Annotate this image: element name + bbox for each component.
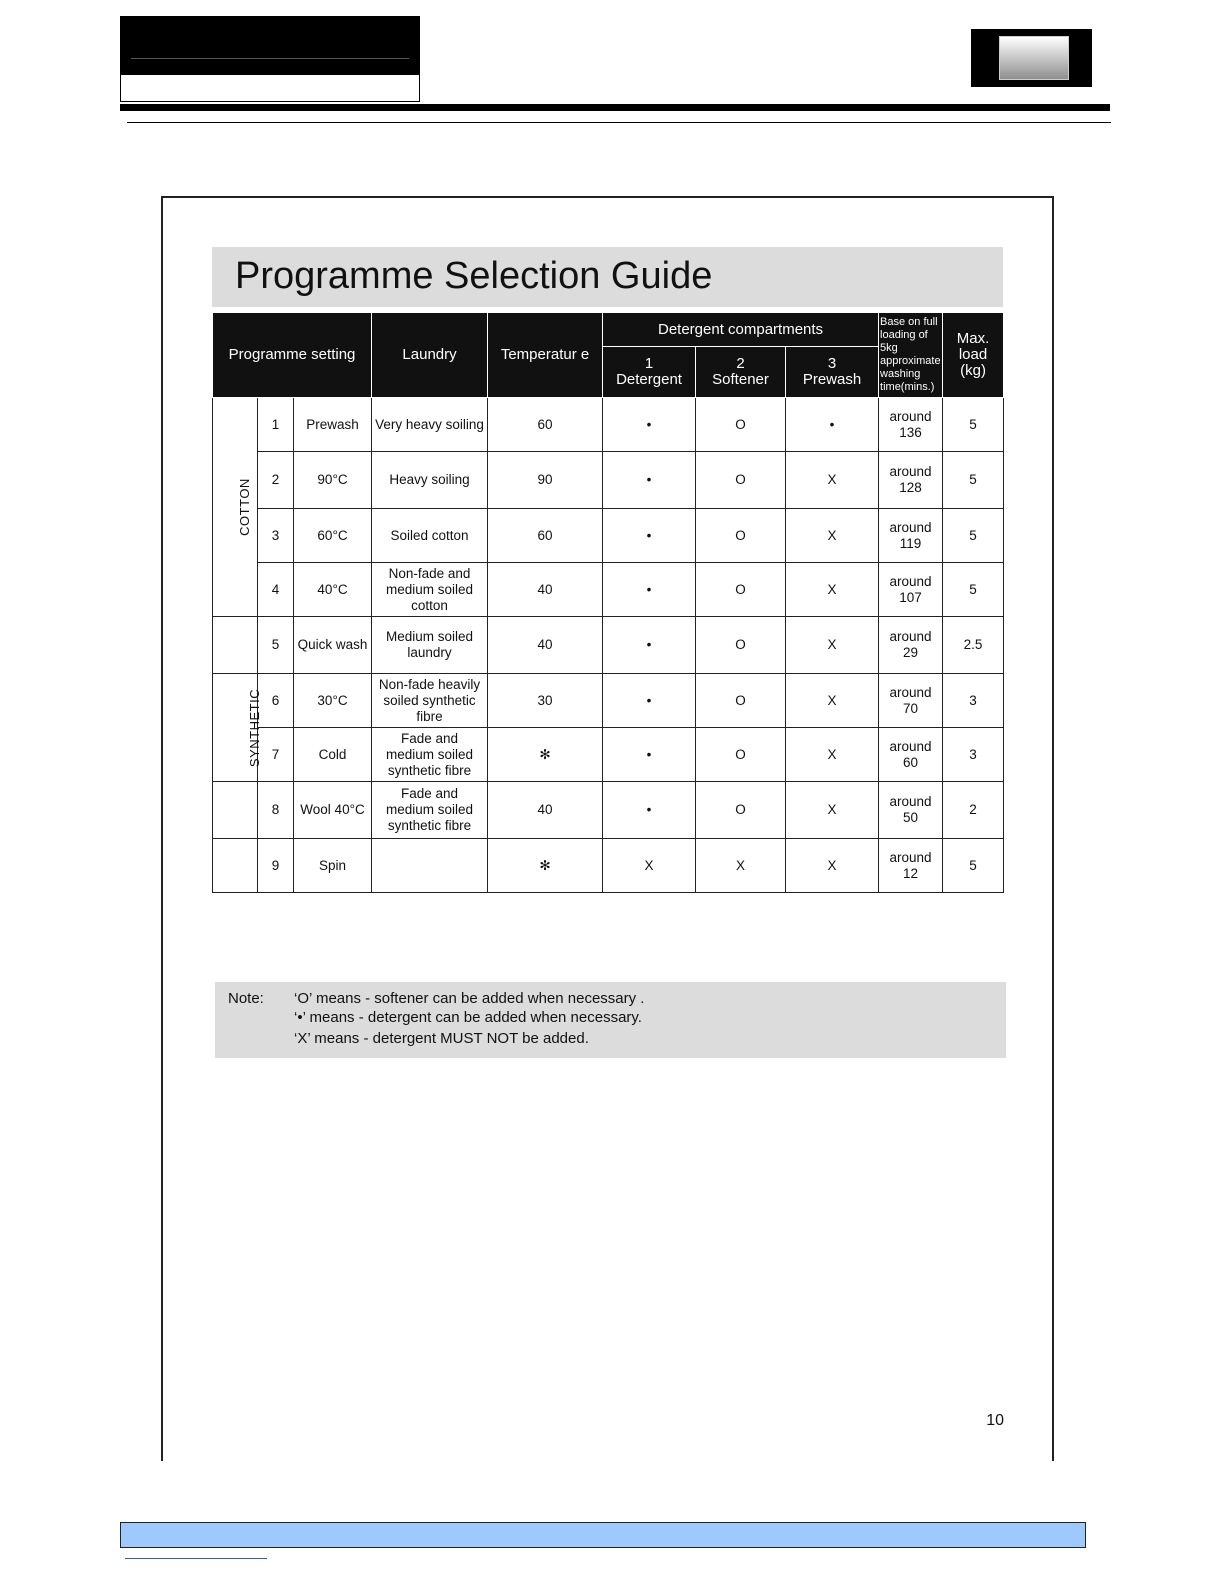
laundry-line: medium soiled: [386, 802, 474, 817]
laundry-line: medium soiled: [386, 746, 474, 762]
laundry-line: Fade and: [401, 730, 459, 746]
header-logo-black-band: [121, 17, 419, 75]
washing-time-cell: [879, 839, 943, 893]
compartment-label: Prewash: [802, 371, 862, 388]
laundry-cell: [372, 674, 488, 728]
washing-time-line: 70: [903, 700, 919, 716]
washing-time-line: 60: [903, 754, 919, 770]
title-band: [212, 247, 1003, 307]
laundry-cell: [372, 782, 488, 839]
programme-number: 2: [258, 452, 294, 509]
temperature-cell: 60: [488, 509, 603, 563]
softener-cell: X: [696, 839, 786, 893]
prewash-cell: •: [786, 398, 879, 452]
table-row: [213, 839, 1004, 893]
laundry-line: Heavy soiling: [389, 472, 470, 487]
laundry-line: laundry: [407, 645, 452, 660]
table-row: [213, 563, 1004, 617]
max-load-cell: 2: [943, 782, 1004, 839]
programme-number: 5: [258, 617, 294, 674]
header-compartment-3: [786, 347, 879, 398]
softener-cell: O: [696, 563, 786, 617]
washing-time-line: 50: [903, 810, 919, 825]
max-load-cell: 5: [943, 563, 1004, 617]
washing-time-line: around: [889, 684, 932, 700]
washing-time-cell: [879, 509, 943, 563]
washing-time-line: 107: [899, 589, 922, 605]
header-base-line: approximate: [880, 355, 941, 367]
compartment-number: 3: [827, 355, 837, 372]
washing-time-line: around: [889, 464, 932, 479]
washing-time-line: 119: [899, 535, 922, 551]
programme-table-body: [213, 398, 1004, 893]
detergent-cell: X: [603, 839, 696, 893]
washing-time-line: 136: [899, 424, 922, 440]
laundry-cell: [372, 563, 488, 617]
temperature-cell: 60: [488, 398, 603, 452]
laundry-cell: [372, 617, 488, 674]
table-row: [213, 728, 1004, 782]
laundry-cell: [372, 509, 488, 563]
note-line: ‘X’ means - detergent MUST NOT be added.: [294, 1030, 589, 1047]
programme-setting: Wool 40°C: [294, 782, 372, 839]
max-load-cell: 5: [943, 398, 1004, 452]
washing-time-cell: [879, 728, 943, 782]
header-base-line: Base on full: [880, 316, 938, 328]
compartment-number: 1: [644, 355, 654, 372]
programme-setting: 90°C: [294, 452, 372, 509]
washing-time-line: 128: [899, 480, 922, 495]
prewash-cell: X: [786, 509, 879, 563]
programme-setting: 60°C: [294, 509, 372, 563]
prewash-cell: X: [786, 782, 879, 839]
header-brand-badge-inner: [999, 36, 1069, 80]
header-brand-badge: [971, 29, 1092, 87]
compartment-number: 2: [736, 355, 745, 372]
category-cell-empty: [213, 782, 258, 839]
table-row: [213, 782, 1004, 839]
programme-table: [212, 312, 1004, 893]
table-row: [213, 509, 1004, 563]
programme-number: 3: [258, 509, 294, 563]
programme-setting: 30°C: [294, 674, 372, 728]
header-base-line: washing: [880, 368, 921, 380]
laundry-line: Non-fade heavily: [378, 676, 481, 692]
category-label: COTTON: [236, 478, 252, 536]
category-cell: [213, 398, 258, 617]
header-base-time: [879, 313, 943, 398]
detergent-cell: •: [603, 398, 696, 452]
laundry-cell: [372, 398, 488, 452]
note-label: Note:: [228, 990, 264, 1007]
temperature-cell: 40: [488, 563, 603, 617]
max-load-cell: 5: [943, 452, 1004, 509]
note-box: [215, 982, 1006, 1058]
max-load-cell: 3: [943, 728, 1004, 782]
header-logo-line: [131, 58, 409, 59]
temperature-cell: 40: [488, 617, 603, 674]
header-max-load: [943, 313, 1004, 398]
detergent-cell: •: [603, 563, 696, 617]
laundry-line: synthetic fibre: [387, 818, 472, 833]
page-title: Programme Selection Guide: [235, 255, 713, 297]
category-cell-empty: [213, 617, 258, 674]
laundry-line: fibre: [416, 708, 443, 724]
temperature-cell: ✻: [488, 728, 603, 782]
header-max-line: load: [958, 346, 988, 363]
softener-cell: O: [696, 398, 786, 452]
laundry-line: synthetic fibre: [387, 762, 472, 778]
footer-link-line: [125, 1558, 267, 1559]
programme-number: 7: [258, 728, 294, 782]
washing-time-cell: [879, 398, 943, 452]
washing-time-line: around: [889, 738, 932, 754]
washing-time-line: 29: [903, 645, 919, 660]
programme-number: 6: [258, 674, 294, 728]
header-rule-thin: [127, 122, 1111, 123]
prewash-cell: X: [786, 839, 879, 893]
prewash-cell: X: [786, 728, 879, 782]
laundry-line: Very heavy soiling: [375, 416, 484, 432]
prewash-cell: X: [786, 452, 879, 509]
washing-time-cell: [879, 782, 943, 839]
max-load-cell: 2.5: [943, 617, 1004, 674]
programme-setting: Cold: [294, 728, 372, 782]
footer-bar: [120, 1522, 1086, 1548]
compartment-label: Detergent: [616, 371, 682, 388]
max-load-cell: 5: [943, 509, 1004, 563]
compartment-label: Softener: [712, 371, 769, 388]
laundry-line: medium soiled: [386, 581, 474, 597]
softener-cell: O: [696, 617, 786, 674]
laundry-cell: [372, 452, 488, 509]
softener-cell: O: [696, 782, 786, 839]
programme-number: 4: [258, 563, 294, 617]
header-max-line: (kg): [960, 362, 986, 379]
detergent-cell: •: [603, 509, 696, 563]
laundry-line: Soiled cotton: [390, 527, 469, 543]
table-row: [213, 452, 1004, 509]
note-line: ‘O’ means - softener can be added when necessary .: [294, 990, 645, 1007]
detergent-cell: •: [603, 617, 696, 674]
category-cell: [213, 674, 263, 782]
softener-cell: O: [696, 509, 786, 563]
laundry-line: soiled synthetic: [383, 692, 476, 708]
header-compartment-2: [696, 347, 786, 398]
table-row: [213, 398, 1004, 452]
note-line: ‘•’ means - detergent can be added when necessary.: [294, 1009, 642, 1026]
detergent-cell: •: [603, 674, 696, 728]
detergent-cell: •: [603, 728, 696, 782]
page-number: 10: [986, 1412, 1004, 1429]
header-logo-box: [120, 16, 420, 102]
softener-cell: O: [696, 674, 786, 728]
temperature-cell: ✻: [488, 839, 603, 893]
header-temperature: Temperatur e: [488, 313, 603, 398]
programme-setting: Spin: [294, 839, 372, 893]
programme-number: 8: [258, 782, 294, 839]
header-base-line: time(mins.): [880, 381, 935, 393]
header-programme-setting: Programme setting: [213, 313, 372, 398]
laundry-line: cotton: [411, 597, 448, 613]
detergent-cell: •: [603, 782, 696, 839]
washing-time-cell: [879, 452, 943, 509]
laundry-cell: [372, 728, 488, 782]
laundry-line: Fade and: [401, 786, 459, 801]
programme-setting: Prewash: [294, 398, 372, 452]
table-row: [213, 617, 1004, 674]
temperature-cell: 30: [488, 674, 603, 728]
header-base-line: loading of 5kg: [880, 329, 928, 354]
laundry-cell: [372, 839, 488, 893]
programme-setting: Quick wash: [294, 617, 372, 674]
programme-setting: 40°C: [294, 563, 372, 617]
detergent-cell: •: [603, 452, 696, 509]
category-label: SYNTHETIC: [247, 688, 263, 767]
washing-time-line: around: [889, 849, 932, 865]
header-rule-thick: [120, 104, 1110, 111]
washing-time-line: around: [889, 794, 932, 809]
prewash-cell: X: [786, 674, 879, 728]
max-load-cell: 5: [943, 839, 1004, 893]
header-detergent-compartments: Detergent compartments: [603, 313, 879, 347]
prewash-cell: X: [786, 563, 879, 617]
softener-cell: O: [696, 728, 786, 782]
header-compartment-1: [603, 347, 696, 398]
washing-time-line: around: [889, 519, 932, 535]
washing-time-cell: [879, 563, 943, 617]
washing-time-cell: [879, 617, 943, 674]
header-laundry: Laundry: [372, 313, 488, 398]
laundry-line: Non-fade and: [388, 565, 471, 581]
max-load-cell: 3: [943, 674, 1004, 728]
temperature-cell: 40: [488, 782, 603, 839]
softener-cell: O: [696, 452, 786, 509]
washing-time-cell: [879, 674, 943, 728]
washing-time-line: 12: [903, 865, 919, 881]
prewash-cell: X: [786, 617, 879, 674]
washing-time-line: around: [889, 573, 932, 589]
temperature-cell: 90: [488, 452, 603, 509]
laundry-line: Medium soiled: [386, 629, 474, 644]
category-cell-empty: [213, 839, 258, 893]
programme-number: 1: [258, 398, 294, 452]
programme-number: 9: [258, 839, 294, 893]
header-max-line: Max.: [956, 330, 990, 347]
washing-time-line: around: [889, 408, 932, 424]
washing-time-line: around: [889, 629, 932, 644]
table-row: [213, 674, 1004, 728]
